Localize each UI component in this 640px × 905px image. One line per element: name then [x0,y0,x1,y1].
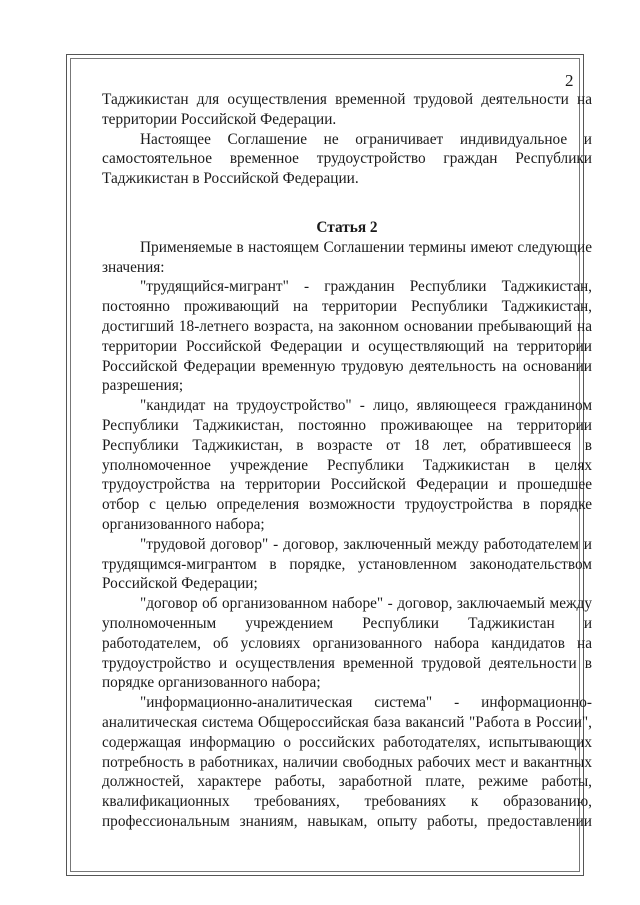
paragraph-continuation: Таджикистан для осуществления временной трудовой деятельности на территории Российской Федерации. [102,91,592,128]
article-heading: Статья 2 [316,218,378,236]
definition-labor-contract: "трудовой договор" - договор, заключенный между работодателем и трудящимся-мигрантом в порядке, установленном законодательством Российской Федерации; [102,535,592,593]
definition-migrant-worker: "трудящийся-мигрант" - гражданин Республики Таджикистан, постоянно проживающий на территории Республики Таджикистан, достигший 18-летнего возраста, на законном основании пребывающий на территории Российской Федерации и осуществляющий на территории Российской Федерации временную трудовую деятельность на основании разрешения; [102,278,592,395]
document-body [102,90,592,832]
definition-job-candidate: "кандидат на трудоустройство" - лицо, являющееся гражданином Республики Таджикистан, постоянно проживающее на территории Республики Таджикистан, в возрасте от 18 лет, обратившееся в уполномоченное учреждение Республики Таджикистан в целях трудоустройства на территории Российской Федерации и прошедшее отбор с целью определения возможности трудоустройства в порядке организованного набора; [102,397,592,533]
paragraph-scope: Настоящее Соглашение не ограничивает индивидуальное и самостоятельное временное трудоустройство граждан Республики Таджикистан в Российской Федерации. [102,130,592,188]
page-number: 2 [565,71,574,90]
article-intro: Применяемые в настоящем Соглашении термины имеют следующие значения: [102,238,592,276]
definition-organized-recruitment-contract: "договор об организованном наборе" - договор, заключаемый между уполномоченным учреждением Республики Таджикистан и работодателем, об условиях организованного набора кандидатов на трудоустройство и осуществления временной трудовой деятельности в порядке организованного набора; [102,595,592,692]
definition-information-system: "информационно-аналитическая система" - информационно-аналитическая система Общероссийская база вакансий "Работа в России", содержащая информацию о российских работодателях, испытывающих потребность в работниках, наличии свободных рабочих мест и вакантных должностей, характере работы, заработной плате, режиме работы, квалификационных требованиях, требованиях к образованию, профессиональным знаниям, навыкам, опыту работы, предоставлении [102,694,592,830]
